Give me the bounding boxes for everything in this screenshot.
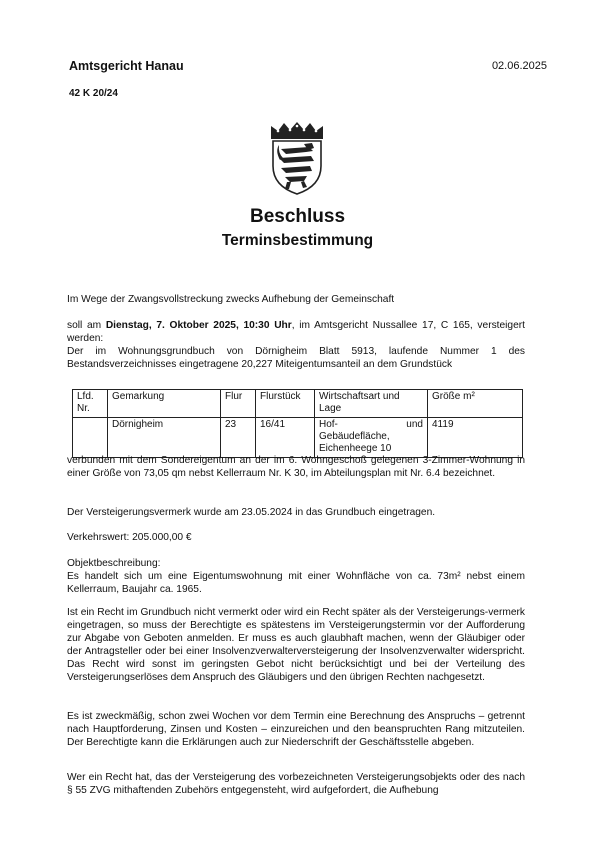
cell-groesse: 4119 — [428, 418, 523, 458]
cell-gemarkung: Dörnigheim — [108, 418, 221, 458]
col-gemarkung: Gemarkung — [108, 390, 221, 418]
parcel-table — [72, 389, 523, 458]
rights-paragraph: Ist ein Recht im Grundbuch nicht vermerkt oder wird ein Recht später als der Versteigerungs-vermerk eingetragen, so muss der Berechtigte es spätestens im Versteigerungstermin vor der Aufforderung zur Abgabe von Geboten anmelden. Er muss es auch glaubhaft machen, wenn der Gläubiger oder der Antragsteller oder bei einer Insolvenzverwalterversteigerung der Insolvenzverwalter widerspricht. Das Recht wird sonst im geringsten Gebot nicht berücksichtigt und bei der Verteilung des Versteigerungserlöses dem Anspruch des Gläubigers und den übrigen Rechten nachgesetzt. — [67, 607, 525, 683]
schedule-suffix: , im Amtsgericht Nussallee 17, C 165, versteigert werden: — [67, 320, 525, 344]
col-flur: Flur — [221, 390, 256, 418]
market-value: Verkehrswert: 205.000,00 € — [67, 532, 192, 543]
auction-date: Dienstag, 7. Oktober 2025, 10:30 Uhr — [105, 320, 292, 331]
unit-description-paragraph: verbunden mit dem Sondereigentum an der im 6. Wohngeschoß gelegenen 3-Zimmer-Wohnung in einer Größe von 73,05 qm nebst Kellerraum Nr. K 30, im Abteilungsplan mit Nr. 6.4 bezeichnet. — [67, 455, 525, 479]
object-description-text: Es handelt sich um eine Eigentumswohnung mit einer Wohnfläche von ca. 73m² nebst einem Kellerraum, Baujahr ca. 1965. — [67, 571, 525, 595]
court-name: Amtsgericht Hanau — [69, 59, 184, 73]
col-lfd-nr: Lfd. Nr. — [73, 390, 108, 418]
document-title: Beschluss — [249, 206, 346, 227]
objection-paragraph: Wer ein Recht hat, das der Versteigerung des vorbezeichneten Versteigerungsobjekts oder des nach § 55 ZVG mithaftenden Zubehörs entgegensteht, wird aufgefordert, die Aufhebung — [67, 772, 525, 796]
intro-paragraph: Im Wege der Zwangsvollstreckung zwecks Aufhebung der Gemeinschaft — [67, 294, 395, 305]
hesse-coat-of-arms-icon — [266, 120, 328, 196]
document-date: 02.06.2025 — [491, 60, 547, 72]
cell-flurstueck: 16/41 — [256, 418, 315, 458]
cell-wirtschaftsart: Hof- und Gebäudefläche, Eichenheege 10 — [315, 418, 428, 458]
schedule-prefix: soll am — [67, 320, 106, 331]
document-subtitle: Terminsbestimmung — [221, 232, 374, 249]
register-paragraph: Der im Wohnungsgrundbuch von Dörnigheim Blatt 5913, laufende Nummer 1 des Bestandsverzeichnisses eingetragene 20,227 Miteigentumsanteil an dem Grundstück — [67, 346, 525, 370]
file-number: 42 K 20/24 — [69, 88, 118, 99]
advice-paragraph: Es ist zweckmäßig, schon zwei Wochen vor dem Termin eine Berechnung des Anspruchs – getrennt nach Hauptforderung, Zinsen und Kosten – einzureichen und den beanspruchten Rang mitzuteilen. Der Berechtigte kann die Erklärungen auch zur Niederschrift der Geschäftsstelle abgeben. — [67, 711, 525, 748]
cell-lfd-nr — [73, 418, 108, 458]
col-flurstueck: Flurstück — [256, 390, 315, 418]
schedule-paragraph — [67, 319, 525, 345]
entry-note-paragraph: Der Versteigerungsvermerk wurde am 23.05.2024 in das Grundbuch eingetragen. — [67, 507, 436, 518]
col-wirtschaftsart: Wirtschaftsart und Lage — [315, 390, 428, 418]
table-row — [73, 418, 523, 458]
table-header-row — [73, 390, 523, 418]
col-groesse: Größe m² — [428, 390, 523, 418]
cell-flur: 23 — [221, 418, 256, 458]
object-description-label: Objektbeschreibung: — [67, 558, 161, 569]
